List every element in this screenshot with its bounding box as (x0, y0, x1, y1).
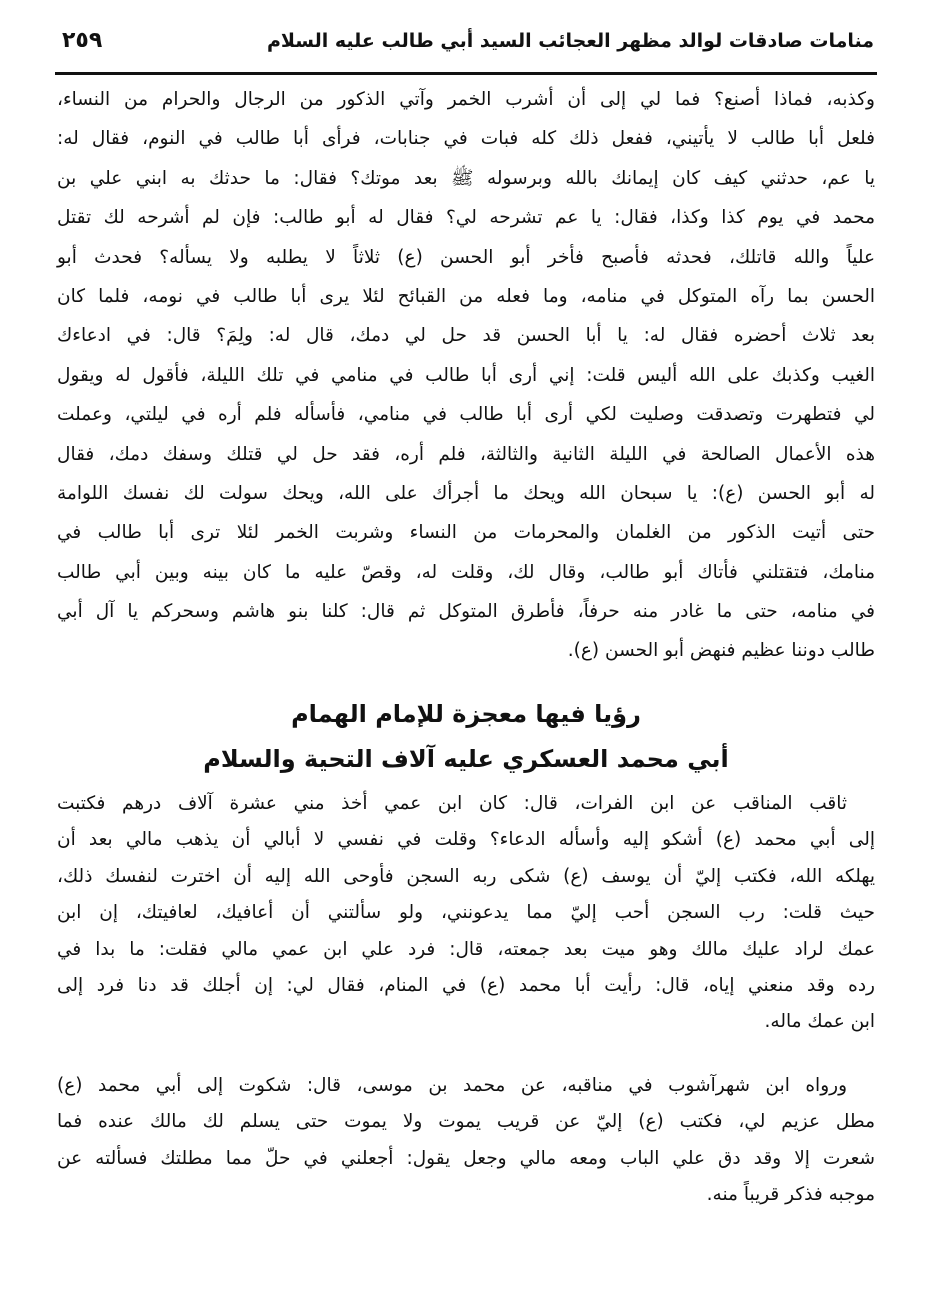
text-line: وكذبه، فماذا أصنع؟ فما لي إلى أن أشرب الخمر وآتي الذكور من الرجال والحرام من النساء، (57, 89, 875, 110)
text-line: طالب دوننا عظيم فنهض أبو الحسن (ع). (567, 640, 875, 662)
text-line: علياً والله قاتلك، فحدثه فأصبح فأخر أبو الحسن (ع) ثلاثاً لا يطلبه ولا يسأله؟ فحدث أبو (57, 246, 875, 268)
text-line: يا عم، حدثني كيف كان إيمانك بالله وبرسوله ﷺ بعد موتك؟ فقال: ما حدثك به ابني علي بن (57, 167, 875, 189)
paragraph-2 (57, 786, 875, 1041)
text-line: لي فتطهرت وتصدقت وصليت لكي أرى أبا طالب في منامي، فأسأله فلم أره في ليلتي، وعملت (57, 404, 875, 426)
text-line: الغيب وكذبك على الله أليس قلت: إني أرى أبا طالب في منامي في تلك الليلة، فأقول له ويقول (57, 364, 875, 386)
page-number: ٢٥٩ (62, 28, 103, 53)
text-line: يهلكه الله، فكتب إليّ أن يوسف (ع) شكى ربه السجن فأوحى الله إليه أن اخترت لنفسك ذلك، (57, 865, 875, 887)
text-line: رده وقد منعني إياه، قال: رأيت أبا محمد (ع) في المنام، فقال لي: إن أجلك قد دنا فرد إلى (57, 974, 875, 996)
text-line: موجبه فذكر قريباً منه. (706, 1184, 875, 1206)
section-heading-line-1: رؤيا فيها معجزة للإمام الهمام (291, 700, 641, 728)
text-line: منامك، فتقتلني فأتاك أبو طالب، وقال لك، وقلت له، وقصّ عليه ما كان بينه وبين أبي طالب (57, 561, 875, 583)
text-line: له أبو الحسن (ع): يا سبحان الله ويحك ما أجرأك على الله، ويحك سولت لك نفسك اللوامة (57, 482, 875, 504)
text-line: ثاقب المناقب عن ابن الفرات، قال: كان ابن عمي أخذ مني عشرة آلاف درهم فكتبت (57, 793, 847, 814)
text-line: في منامه، حتى ما غادر منه حرفاً، فأطرق المتوكل ثم قال: كلنا بنو هاشم وسحركم يا آل أبي (57, 601, 875, 623)
text-line: الحسن بما رآه المتوكل في منامه، وما فعله من القبائح لئلا يرى أبا طالب في نومه، فلما كان (57, 285, 875, 307)
header-rule (55, 72, 877, 75)
paragraph-3 (57, 1068, 875, 1214)
text-line: حيث قلت: رب السجن أحب إليّ مما يدعونني، ولو سألتني أن أعافيك، لعافيتك، إن ابن (57, 902, 875, 924)
text-line: ورواه ابن شهرآشوب في مناقبه، عن محمد بن موسى، قال: شكوت إلى أبي محمد (ع) (57, 1075, 847, 1096)
text-line: عمك لراد عليك مالك وهو ميت بعد جمعته، قال: فرد علي ابن عمي مالي فقلت: ما بدا في (57, 938, 875, 960)
text-line: شعرت إلا وقد دق علي الباب ومعه مالي وجعل يقول: أجعلني في حلّ مما مطلتك فسألته عن (57, 1147, 875, 1169)
text-line: حتى أتيت الذكور من الغلمان والمحرمات من النساء وشربت الخمر لئلا ترى أبا طالب في (57, 522, 875, 544)
text-line: بعد ثلاث أحضره فقال له: يا أبا الحسن قد حل لي دمك، قال له: ولِمَ؟ قال: في ادعاءك (57, 325, 875, 347)
text-line: مطل عزيم لي، فكتب (ع) إليّ عن قريب يموت ولا يموت حتى يسلم لك مالك عنده فما (57, 1111, 875, 1133)
text-line: محمد في يوم كذا وكذا، فقال: يا عم تشرحه لي؟ فقال له أبو طالب: فإن لم أشرحه لك تقتل (57, 207, 875, 229)
text-line: هذه الأعمال الصالحة في الليلة الثانية والثالثة، فلم أره، فقد حل لي قتلك وسفك دمك، فقال (57, 443, 875, 465)
text-line: إلى أبي محمد (ع) أشكو إليه وأسأله الدعاء؟ وقلت في نفسي لا أبالي أن يذهب مالي بعد أن (57, 829, 875, 851)
paragraph-1 (57, 80, 875, 671)
running-header-title: منامات صادقات لوالد مظهر العجائب السيد أبي طالب عليه السلام (266, 30, 874, 52)
section-heading-line-2: أبي محمد العسكري عليه آلاف التحية والسلام (203, 745, 729, 773)
text-line: فلعل أبا طالب لا يأتيني، ففعل ذلك كله فبات في جنابات، فرأى أبا طالب في النوم، فقال له: (57, 128, 875, 150)
text-line: ابن عمك ماله. (764, 1011, 875, 1033)
